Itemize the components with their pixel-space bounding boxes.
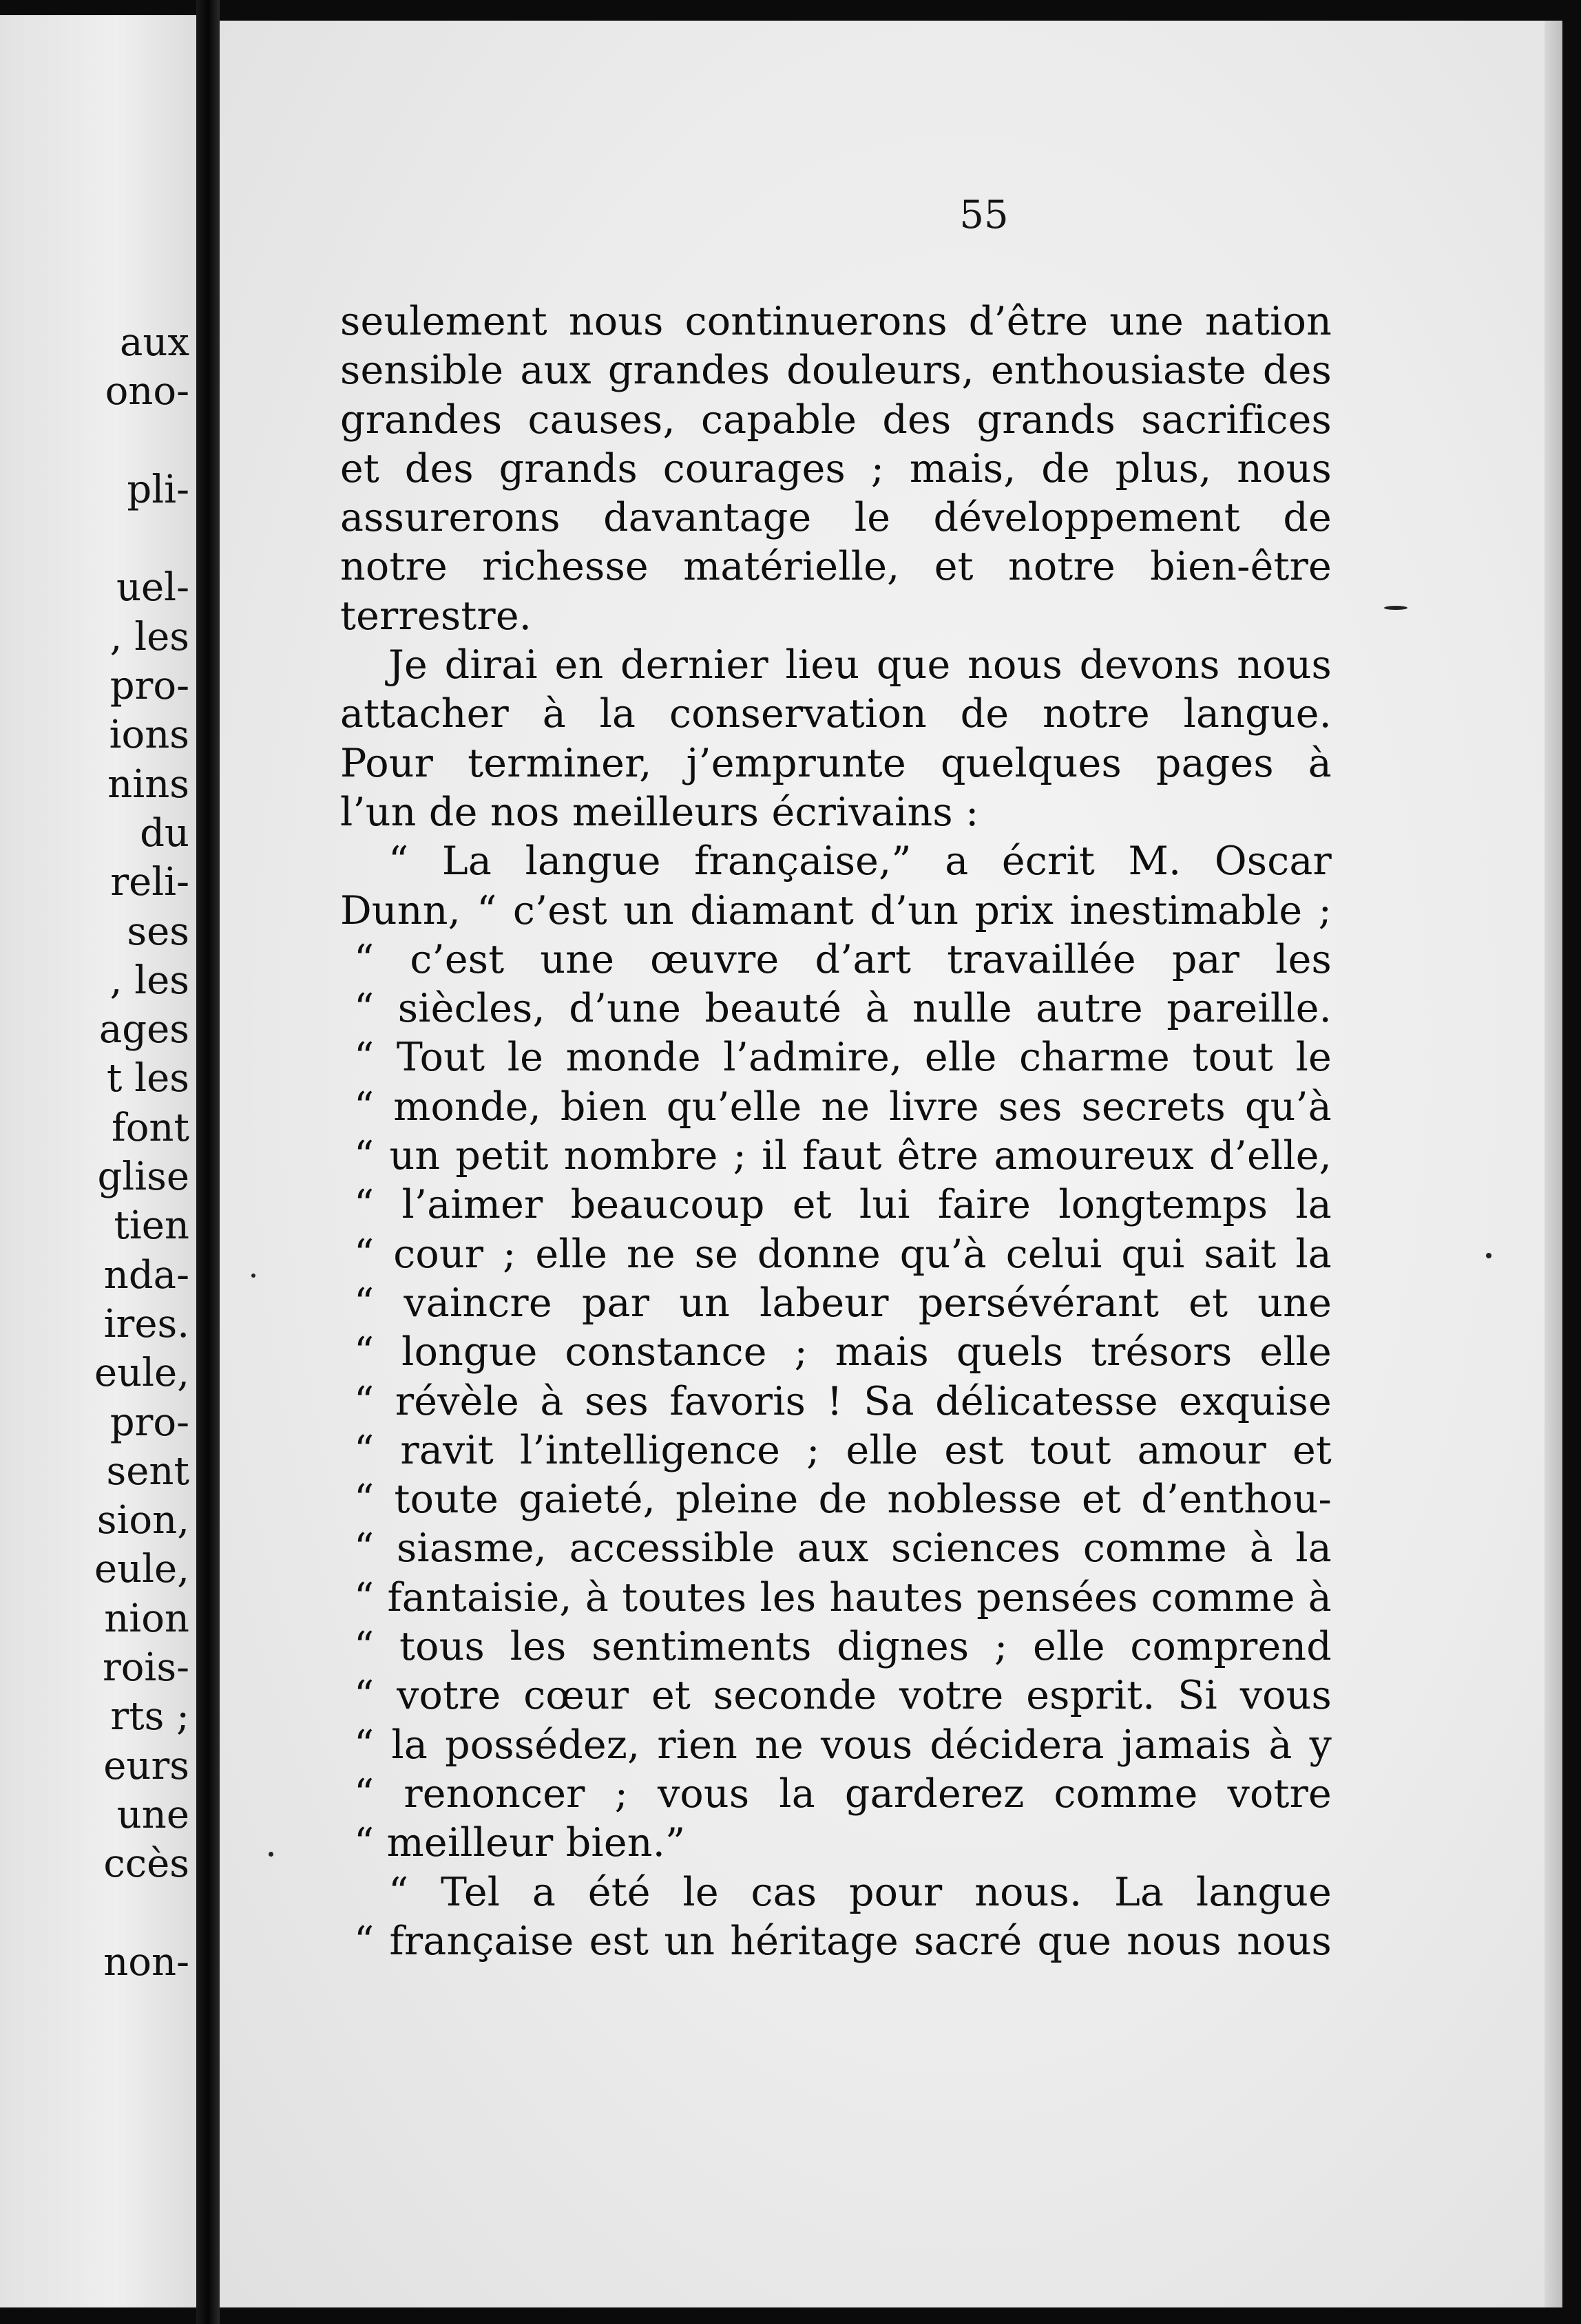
ink-speck <box>269 1852 273 1857</box>
text-line: “ cour ; elle ne se donne qu’à celui qui sait la <box>354 1231 1332 1277</box>
page-number: 55 <box>959 193 1009 237</box>
text-line: “ un petit nombre ; il faut être amoureux d’elle, <box>354 1133 1332 1179</box>
left-page-fragment: uel- <box>116 565 189 611</box>
left-page-fragment: , les <box>109 958 189 1003</box>
text-line: “ tous les sentiments dignes ; elle comprend <box>354 1624 1332 1670</box>
text-line: “ meilleur bien.” <box>354 1820 686 1866</box>
left-page-fragment: nins <box>107 761 189 807</box>
text-line: “ fantaisie, à toutes les hautes pensées comme à <box>354 1574 1332 1620</box>
right-page <box>220 21 1562 2307</box>
text-line: “ monde, bien qu’elle ne livre ses secrets qu’à <box>354 1084 1332 1130</box>
text-line: “ Tout le monde l’admire, elle charme tout le <box>354 1035 1332 1081</box>
text-line: “ siasme, accessible aux sciences comme à la <box>354 1525 1332 1572</box>
left-page-fragment: rois- <box>102 1645 189 1691</box>
text-line: grandes causes, capable des grands sacrifices <box>340 397 1332 443</box>
text-line: “ vaincre par un labeur persévérant et une <box>354 1280 1332 1326</box>
text-line: “ la possédez, rien ne vous décidera jamais à y <box>354 1722 1332 1768</box>
left-page-fragment: une <box>116 1792 189 1837</box>
left-facing-page <box>0 15 196 2307</box>
text-line: “ longue constance ; mais quels trésors elle <box>354 1329 1332 1375</box>
left-page-fragment: sion, <box>96 1498 189 1543</box>
text-line: notre richesse matérielle, et notre bien-être <box>340 544 1332 590</box>
left-page-fragment: reli- <box>110 860 189 905</box>
left-page-fragment <box>0 416 196 465</box>
text-line: et des grands courages ; mais, de plus, nous <box>340 445 1332 492</box>
left-page-fragment: ages <box>98 1007 189 1053</box>
text-line: l’un de nos meilleurs écrivains : <box>340 789 979 835</box>
left-page-fragment: font <box>111 1105 189 1150</box>
text-line: “ Tel a été le cas pour nous. La langue <box>388 1869 1332 1915</box>
left-page-fragment: pro- <box>109 664 189 709</box>
left-page-fragment: ires. <box>103 1301 189 1346</box>
left-page-fragment: eule, <box>94 1351 189 1396</box>
left-page-fragments <box>0 318 196 1987</box>
text-line: “ siècles, d’une beauté à nulle autre pareille. <box>354 986 1332 1032</box>
page-edge <box>1545 21 1562 2307</box>
text-line: Je dirai en dernier lieu que nous devons nous <box>388 642 1332 688</box>
text-line: “ renoncer ; vous la garderez comme votre <box>354 1771 1332 1817</box>
left-page-fragment: ions <box>109 712 189 758</box>
ink-speck <box>1486 1253 1491 1258</box>
text-line: seulement nous continuerons d’être une nation <box>340 299 1332 344</box>
left-page-fragment: nda- <box>103 1252 189 1298</box>
text-line: Pour terminer, j’emprunte quelques pages à <box>340 740 1332 786</box>
left-page-fragment: ses <box>127 909 189 954</box>
left-page-fragment: ccès <box>103 1841 189 1887</box>
left-page-fragment: pli- <box>127 467 189 512</box>
left-page-fragment <box>0 1889 196 1938</box>
left-page-fragment: aux <box>119 320 189 365</box>
left-page-fragment: non- <box>103 1939 189 1985</box>
text-line: sensible aux grandes douleurs, enthousiaste des <box>340 348 1332 394</box>
text-line: “ française est un héritage sacré que nous nous <box>354 1918 1332 1964</box>
left-page-fragment: glise <box>97 1154 189 1200</box>
text-line: terrestre. <box>340 593 532 639</box>
text-line: “ ravit l’intelligence ; elle est tout amour et <box>354 1427 1332 1473</box>
left-page-fragment <box>0 514 196 563</box>
text-line: assurerons davantage le développement de <box>340 495 1332 541</box>
text-line: “ révèle à ses favoris ! Sa délicatesse exquise <box>354 1378 1332 1424</box>
left-page-fragment: ono- <box>105 369 189 414</box>
text-line: “ votre cœur et seconde votre esprit. Si vous <box>354 1673 1332 1719</box>
text-line: attacher à la conservation de notre langue. <box>340 691 1332 737</box>
left-page-fragment: pro- <box>109 1399 189 1445</box>
left-page-fragment: tien <box>114 1203 189 1249</box>
body-text <box>340 297 1332 1966</box>
left-page-fragment: rts ; <box>110 1694 189 1740</box>
text-line: “ La langue française,” a écrit M. Oscar <box>388 838 1332 885</box>
ink-speck <box>251 1274 255 1278</box>
text-line: Dunn, “ c’est un diamant d’un prix inestimable ; <box>340 887 1332 933</box>
left-page-fragment: eurs <box>103 1743 189 1788</box>
left-page-fragment: sent <box>106 1448 189 1494</box>
ink-speck <box>1384 606 1407 610</box>
left-page-fragment: nion <box>104 1596 189 1641</box>
text-line: “ c’est une œuvre d’art travaillée par les <box>354 936 1332 982</box>
text-line: “ toute gaieté, pleine de noblesse et d’enthou- <box>354 1477 1332 1523</box>
book-gutter <box>196 0 220 2324</box>
text-line: “ l’aimer beaucoup et lui faire longtemps la <box>354 1182 1332 1228</box>
left-page-fragment: , les <box>109 614 189 659</box>
left-page-fragment: t les <box>106 1056 189 1101</box>
left-page-fragment: eule, <box>94 1547 189 1592</box>
left-page-fragment: du <box>140 810 189 856</box>
